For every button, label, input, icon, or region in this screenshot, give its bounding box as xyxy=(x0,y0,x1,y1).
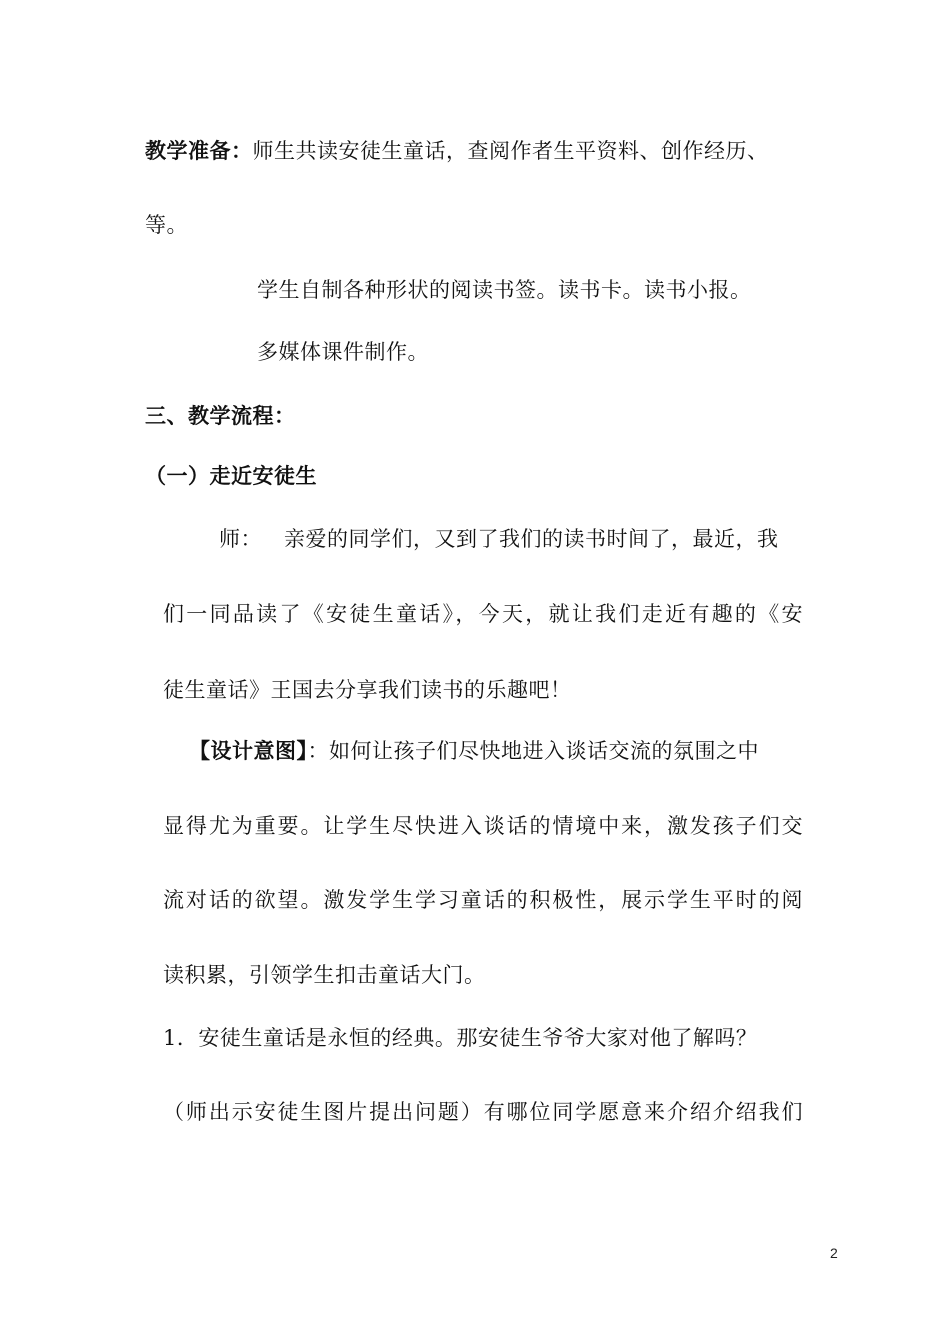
design-intent-line-1 xyxy=(189,737,803,765)
prep-line-2: 等。 xyxy=(145,213,188,237)
design-intent-text-1: ：如何让孩子们尽快地进入谈话交流的氛围之中 xyxy=(307,739,759,763)
prep-line-3: 学生自制各种形状的阅读书签。读书卡。读书小报。 xyxy=(257,278,752,302)
prep-text-1: 师生共读安徒生童话，查阅作者生平资料、创作经历、 xyxy=(252,139,769,163)
design-intent-line-4: 读积累，引领学生扣击童话大门。 xyxy=(163,963,486,987)
prep-line-4: 多媒体课件制作。 xyxy=(257,340,429,364)
teacher-label: 师： xyxy=(219,527,262,551)
prep-label: 教学准备： xyxy=(145,139,253,163)
part-one-heading: （一）走近安徒生 xyxy=(145,464,317,488)
design-intent-label: 【设计意图】 xyxy=(189,739,308,763)
teacher-line-2: 们一同品读了《安徒生童话》，今天，就让我们走近有趣的《安 xyxy=(163,602,803,626)
section-three-heading: 三、教学流程： xyxy=(145,404,296,428)
teacher-line-3: 徒生童话》王国去分享我们读书的乐趣吧！ xyxy=(163,678,572,702)
item-one-line-1: 1．安徒生童话是永恒的经典。那安徒生爷爷大家对他了解吗？ xyxy=(163,1026,758,1050)
item-one-line-2: （师出示安徒生图片提出问题）有哪位同学愿意来介绍介绍我们 xyxy=(163,1100,803,1124)
teacher-text-1: 亲爱的同学们，又到了我们的读书时间了，最近，我 xyxy=(284,527,779,551)
design-intent-line-2: 显得尤为重要。让学生尽快进入谈话的情境中来，激发孩子们交 xyxy=(163,814,803,838)
prep-line-1 xyxy=(145,137,769,165)
design-intent-line-3: 流对话的欲望。激发学生学习童话的积极性，展示学生平时的阅 xyxy=(163,888,803,912)
page-number: 2 xyxy=(830,1245,838,1261)
teacher-line-1 xyxy=(219,525,803,553)
